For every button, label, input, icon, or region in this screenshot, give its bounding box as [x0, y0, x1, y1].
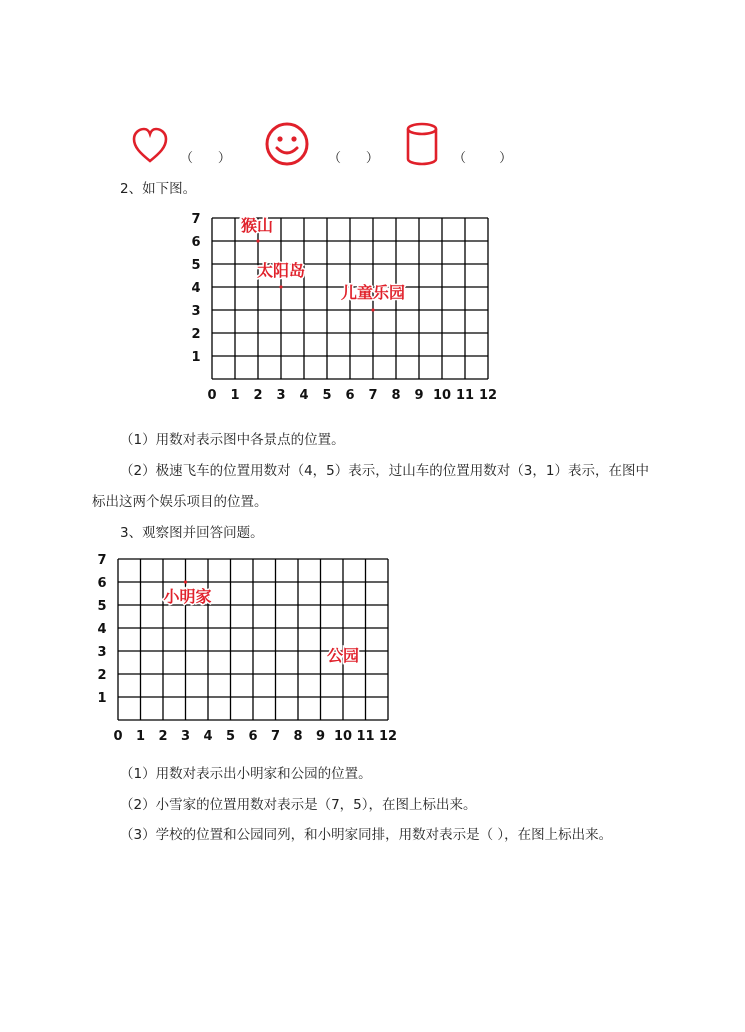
q2-x-tick: 10 — [432, 388, 452, 403]
q3-item-3: （3）学校的位置和公园同列，和小明家同排，用数对表示是（ ），在图上标出来。 — [120, 827, 613, 843]
q2-x-tick: 4 — [299, 388, 309, 403]
q3-point-label: 小明家 — [163, 587, 212, 606]
q2-item-1: （1）用数对表示图中各景点的位置。 — [120, 432, 345, 448]
q3-point — [184, 580, 187, 583]
q2-x-tick: 5 — [322, 388, 332, 403]
q2-item-2-cont: 标出这两个娱乐项目的位置。 — [92, 494, 268, 510]
q2-point — [256, 239, 259, 242]
q2-x-tick: 9 — [414, 388, 424, 403]
q3-point-label: 公园 — [326, 646, 360, 665]
smiley-face-icon — [263, 120, 311, 168]
q2-x-tick: 11 — [455, 388, 475, 403]
q2-x-tick: 1 — [230, 388, 240, 403]
q2-title: 2、如下图。 — [120, 181, 197, 197]
q2-y-tick: 5 — [191, 258, 201, 273]
q2-x-tick: 3 — [276, 388, 286, 403]
heart-icon — [130, 125, 170, 165]
q3-x-tick: 8 — [293, 729, 303, 744]
q2-point-label: 儿童乐园 — [340, 283, 406, 302]
q3-x-tick: 5 — [225, 729, 236, 744]
q3-x-tick: 9 — [315, 729, 326, 744]
answer-blank-2: （ ） — [328, 151, 379, 166]
q3-y-tick: 7 — [97, 553, 107, 568]
q3-coordinate-grid — [88, 548, 418, 748]
q2-point — [371, 308, 374, 311]
q2-point-label: 猴山 — [240, 216, 274, 235]
q2-x-tick: 7 — [368, 388, 378, 403]
q2-x-tick: 2 — [253, 388, 263, 403]
q3-x-tick: 10 — [333, 729, 353, 744]
q2-x-tick: 6 — [345, 388, 355, 403]
q3-x-tick: 7 — [270, 729, 281, 744]
q2-y-tick: 4 — [191, 281, 201, 296]
q2-y-tick: 7 — [191, 212, 201, 227]
q3-item-2: （2）小雪家的位置用数对表示是（7，5），在图上标出来。 — [120, 797, 477, 813]
q3-y-tick: 2 — [97, 668, 107, 683]
q3-x-tick: 2 — [158, 729, 168, 744]
q2-x-tick: 8 — [391, 388, 401, 403]
q2-item-2: （2）极速飞车的位置用数对（4，5）表示，过山车的位置用数对（3，1）表示，在图中 — [120, 463, 649, 479]
q2-point-label: 太阳岛 — [256, 261, 306, 280]
q3-x-tick: 0 — [113, 729, 123, 744]
q2-y-tick: 2 — [191, 327, 201, 342]
q3-x-tick: 12 — [378, 729, 398, 744]
q3-x-tick: 4 — [203, 729, 213, 744]
answer-blank-1: （ ） — [180, 151, 231, 166]
cylinder-icon — [403, 120, 441, 168]
q3-x-tick: 3 — [180, 729, 191, 744]
q3-x-tick: 1 — [135, 729, 146, 744]
q2-coordinate-grid — [180, 205, 510, 405]
q3-y-tick: 1 — [97, 691, 107, 706]
q3-x-tick: 6 — [248, 729, 258, 744]
q3-y-tick: 4 — [97, 622, 107, 637]
q3-y-tick: 3 — [97, 645, 107, 660]
q3-y-tick: 6 — [97, 576, 107, 591]
q3-x-tick: 11 — [356, 729, 375, 744]
q2-x-tick: 0 — [207, 388, 217, 403]
q2-y-tick: 3 — [191, 304, 201, 319]
answer-blank-3: （ ） — [453, 151, 513, 166]
q3-grid-lines — [118, 559, 388, 720]
q2-y-tick: 1 — [191, 350, 201, 365]
q2-x-tick: 12 — [478, 388, 498, 403]
q2-point — [279, 285, 282, 288]
q3-title: 3、观察图并回答问题。 — [120, 525, 264, 541]
q3-item-1: （1）用数对表示出小明家和公园的位置。 — [120, 766, 372, 782]
q2-y-tick: 6 — [191, 235, 201, 250]
q3-y-tick: 5 — [97, 599, 107, 614]
